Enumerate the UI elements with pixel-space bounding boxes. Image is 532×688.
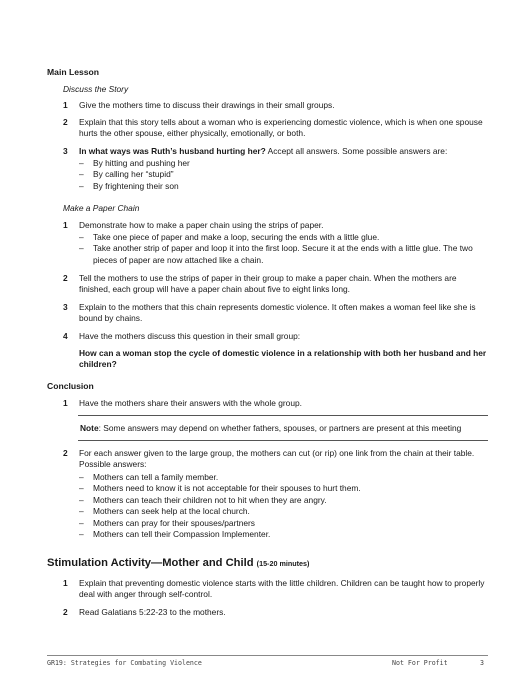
item-text: Have the mothers share their answers with the whole group. xyxy=(79,398,302,408)
item-number: 1 xyxy=(63,100,68,110)
stimulation-heading xyxy=(47,558,309,569)
discuss-item-3 xyxy=(63,146,488,157)
note-text xyxy=(80,423,461,434)
item-text: Explain to the mothers that this chain represents domestic violence. It often makes a woman feel like she is bound by chains. xyxy=(79,302,476,324)
list-item: – By hitting and pushing her xyxy=(79,158,190,168)
item-text: Explain that preventing domestic violence starts with the little children. Children can be taught how to properly deal with anger through self-control. xyxy=(79,578,485,600)
chain-item-2 xyxy=(63,273,488,296)
item-number: 2 xyxy=(63,607,68,617)
stimulation-item-2 xyxy=(63,607,488,618)
discuss-bullets xyxy=(79,158,489,192)
item-text xyxy=(79,146,488,157)
item-number: 2 xyxy=(63,448,68,458)
list-item: – By frightening their son xyxy=(79,180,179,191)
item-number: 2 xyxy=(63,117,68,127)
item-text: Demonstrate how to make a paper chain using the strips of paper. xyxy=(79,220,324,230)
conclusion-item-1 xyxy=(63,398,488,409)
item-number: 1 xyxy=(63,398,68,408)
question-followup: Accept all answers. Some possible answers are: xyxy=(265,146,448,156)
list-item: – Mothers can seek help at the local church. xyxy=(79,506,250,517)
item-text: Tell the mothers to use the strips of paper in their group to make a paper chain. When the mothers are finished, each group will have a paper chain about five to eight links long. xyxy=(79,273,457,295)
item-text: Give the mothers time to discuss their drawings in their small groups. xyxy=(79,100,335,110)
page-number: 3 xyxy=(480,659,484,667)
list-item: – Mothers can tell a family member. xyxy=(79,472,219,482)
page-footer xyxy=(47,655,488,667)
chain-bullets xyxy=(79,232,489,266)
stimulation-item-1 xyxy=(63,578,488,601)
note-label: Note xyxy=(80,423,99,433)
list-item: – Take another strip of paper and loop it into the first loop. Secure it at the ends with a little glue. The two pieces of paper are now attached like a chain. xyxy=(79,243,473,265)
conclusion-item-2 xyxy=(63,448,488,471)
chain-item-3 xyxy=(63,302,488,325)
item-text: Explain that this story tells about a woman who is experiencing domestic violence, which is when one spouse hurts the other spouse, either physically, emotionally, or both. xyxy=(79,117,483,139)
list-item: – By calling her “stupid” xyxy=(79,169,174,180)
stimulation-title: Stimulation Activity—Mother and Child xyxy=(47,557,254,569)
item-number: 4 xyxy=(63,331,68,341)
main-lesson-heading: Main Lesson xyxy=(47,67,100,77)
list-item: – Take one piece of paper and make a loop, securing the ends with a little glue. xyxy=(79,232,380,242)
chain-item-4 xyxy=(63,331,488,342)
question-bold: In what ways was Ruth’s husband hurting her? xyxy=(79,146,266,156)
discuss-item-2 xyxy=(63,117,488,140)
item-number: 1 xyxy=(63,578,68,588)
item-number: 3 xyxy=(63,146,68,156)
item-text: Have the mothers discuss this question in their small group: xyxy=(79,331,301,341)
conclusion-heading: Conclusion xyxy=(47,381,94,391)
list-item: – Mothers need to know it is not acceptable for their spouses to hurt them. xyxy=(79,483,361,494)
note-box xyxy=(78,415,488,441)
list-item: – Mothers can tell their Compassion Implementer. xyxy=(79,529,271,540)
footer-notice: Not For Profit xyxy=(392,659,448,667)
chain-item-1 xyxy=(63,220,488,231)
conclusion-bullets xyxy=(79,472,489,540)
stimulation-duration: (15-20 minutes) xyxy=(256,559,310,568)
footer-title: GR19: Strategies for Combating Violence xyxy=(47,659,202,667)
paper-chain-subheading: Make a Paper Chain xyxy=(63,203,140,213)
list-item: – Mothers can teach their children not to hit when they are angry. xyxy=(79,494,327,505)
discussion-question: How can a woman stop the cycle of domestic violence in a relationship with both her husband and her children? xyxy=(79,348,487,370)
note-body: : Some answers may depend on whether fathers, spouses, or partners are present at this meeting xyxy=(98,423,462,433)
item-number: 2 xyxy=(63,273,68,283)
list-item: – Mothers can pray for their spouses/partners xyxy=(79,517,255,528)
item-number: 3 xyxy=(63,302,68,312)
item-text: Read Galatians 5:22-23 to the mothers. xyxy=(79,607,226,617)
discuss-story-subheading: Discuss the Story xyxy=(63,84,129,94)
item-number: 1 xyxy=(63,220,68,230)
item-text: For each answer given to the large group, the mothers can cut (or rip) one link from the chain at their table. Possible answers: xyxy=(79,448,475,470)
discuss-item-1 xyxy=(63,100,488,111)
